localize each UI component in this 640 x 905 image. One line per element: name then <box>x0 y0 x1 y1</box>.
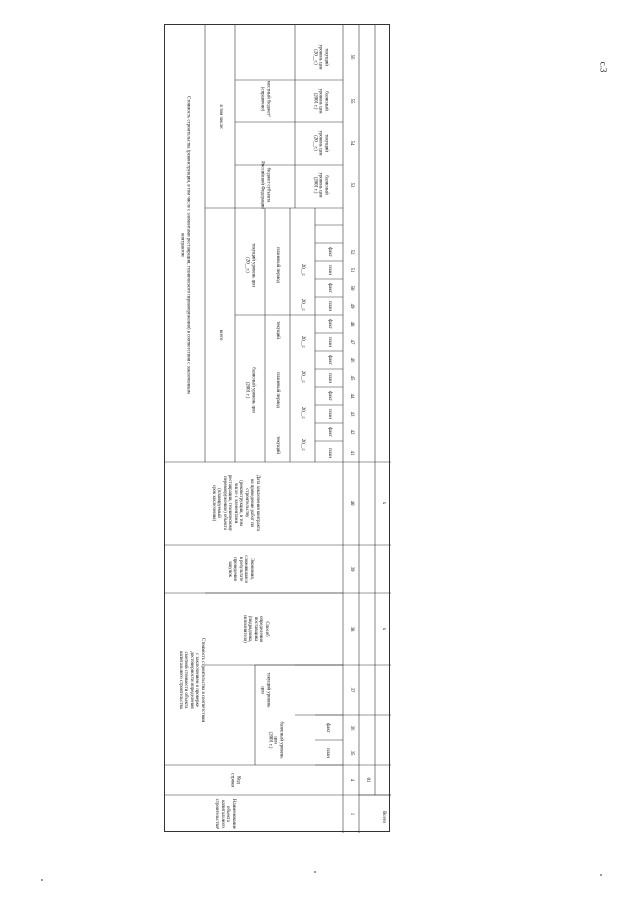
total-label: Всего <box>380 811 386 823</box>
header-base-53: базисный уровень цен (2001 г.) <box>312 172 329 198</box>
colnum-50: 50 <box>348 285 354 291</box>
colnum-38: 38 <box>348 626 354 632</box>
header-year-43: 20__г. <box>299 406 305 420</box>
header-planned-period-base: плановый период <box>274 372 280 408</box>
header-plan-43: план <box>326 409 332 419</box>
colnum-44: 44 <box>348 393 354 399</box>
header-plan-51: план <box>326 265 332 275</box>
colnum-49: 49 <box>348 303 354 309</box>
total-x-40: х <box>380 501 386 505</box>
header-contract-cost: Стоимость строительства (реконструкции, в том числе с элементами реставрации, технического перевооружения) в соответствии с заключенным контрактом <box>180 96 191 394</box>
row-code-01: 01 <box>364 777 370 783</box>
header-year-41: 20__г. <box>299 438 305 452</box>
header-regional-budget: бюджет субъекта Российской Федерации <box>260 161 271 209</box>
colnum-54: 54 <box>348 140 354 146</box>
colnum-48: 48 <box>348 321 354 327</box>
header-plan-35: план <box>324 748 330 758</box>
header-savings: Экономия, сложившаяся в результате проведения закупок <box>226 555 254 583</box>
total-x-38: х <box>380 627 386 631</box>
header-base-level: базисный уровень цен (2001 г.) <box>267 721 284 759</box>
scan-speck <box>41 879 43 881</box>
header-fact-44: факт <box>326 391 332 401</box>
colnum-47: 47 <box>348 339 354 345</box>
colnum-51: 51 <box>348 267 354 273</box>
header-year-49: 20__г. <box>299 298 305 312</box>
header-fact-42: факт <box>326 427 332 437</box>
colnum-52: 52 <box>348 249 354 255</box>
header-plan-41: план <box>326 448 332 458</box>
header-fact-48: факт <box>326 319 332 329</box>
header-object-name: Наименование объекта капитального строительства³ <box>214 798 237 830</box>
header-current-cur: текущий <box>274 321 280 339</box>
scan-speck <box>314 871 316 873</box>
colnum-41: 41 <box>348 450 354 456</box>
colnum-45: 45 <box>348 375 354 381</box>
colnum-4: 4 <box>348 778 354 782</box>
header-fact-36: факт <box>324 723 330 733</box>
colnum-39: 39 <box>348 566 354 572</box>
header-current-level-20: текущий уровень цен (20__г.) <box>245 243 256 287</box>
header-including: в том числе: <box>217 104 223 130</box>
header-planned-period-cur: плановый период <box>274 247 280 283</box>
colnum-46: 46 <box>348 357 354 363</box>
header-plan-45: план <box>326 373 332 383</box>
header-current-56: текущий уровень цен (20__г.) <box>312 44 329 70</box>
header-current-base: текущий <box>274 436 280 454</box>
header-fact-46: факт <box>326 355 332 365</box>
scan-speck <box>600 874 602 876</box>
header-year-45: 20__г. <box>299 370 305 384</box>
header-total: всего <box>217 329 223 341</box>
colnum-55: 55 <box>348 98 354 104</box>
colnum-35: 35 <box>348 750 354 756</box>
header-plan-47: план <box>326 337 332 347</box>
header-cost-estimate: Стоимость строительства в соответствии с заключением о проверке достоверности определения сметной стоимости объекта капитального строительства <box>177 637 205 723</box>
header-local-budget: местный бюджет⁷ (справочно) <box>260 80 271 118</box>
colnum-37: 37 <box>348 687 354 693</box>
header-base-55: базисный уровень цен (2001 г.) <box>312 88 329 114</box>
colnum-1: 1 <box>348 812 354 816</box>
header-year-51: 20__г. <box>299 263 305 277</box>
header-supplier-method: Способ определения поставщика (подрядчика, исполнителя) <box>241 615 269 643</box>
colnum-40: 40 <box>348 500 354 506</box>
rotated-table <box>164 24 390 832</box>
header-fact-52: факт <box>326 247 332 257</box>
colnum-36: 36 <box>348 725 354 731</box>
header-fact-50: факт <box>326 283 332 293</box>
header-current-level-37: текущий уровень цен <box>260 672 271 708</box>
header-base-level-2001: базисный уровень цен (2001 г.) <box>245 367 256 413</box>
page-number: с.3 <box>598 61 609 73</box>
header-plan-49: план <box>326 301 332 311</box>
colnum-56: 56 <box>348 54 354 60</box>
header-line-code: Код строки <box>230 773 241 787</box>
colnum-42: 42 <box>348 429 354 435</box>
colnum-53: 53 <box>348 182 354 188</box>
header-year-47: 20__г. <box>299 335 305 349</box>
header-contract-date: Дата заключения контракта на проведение работ по строительству (реконструкции, в том числе с элементами реставрации, техническому перевооружению) объекта (планируемый срок заключения) <box>210 474 260 532</box>
colnum-43: 43 <box>348 411 354 417</box>
header-current-54: текущий уровень цен (20__г.) <box>312 130 329 156</box>
